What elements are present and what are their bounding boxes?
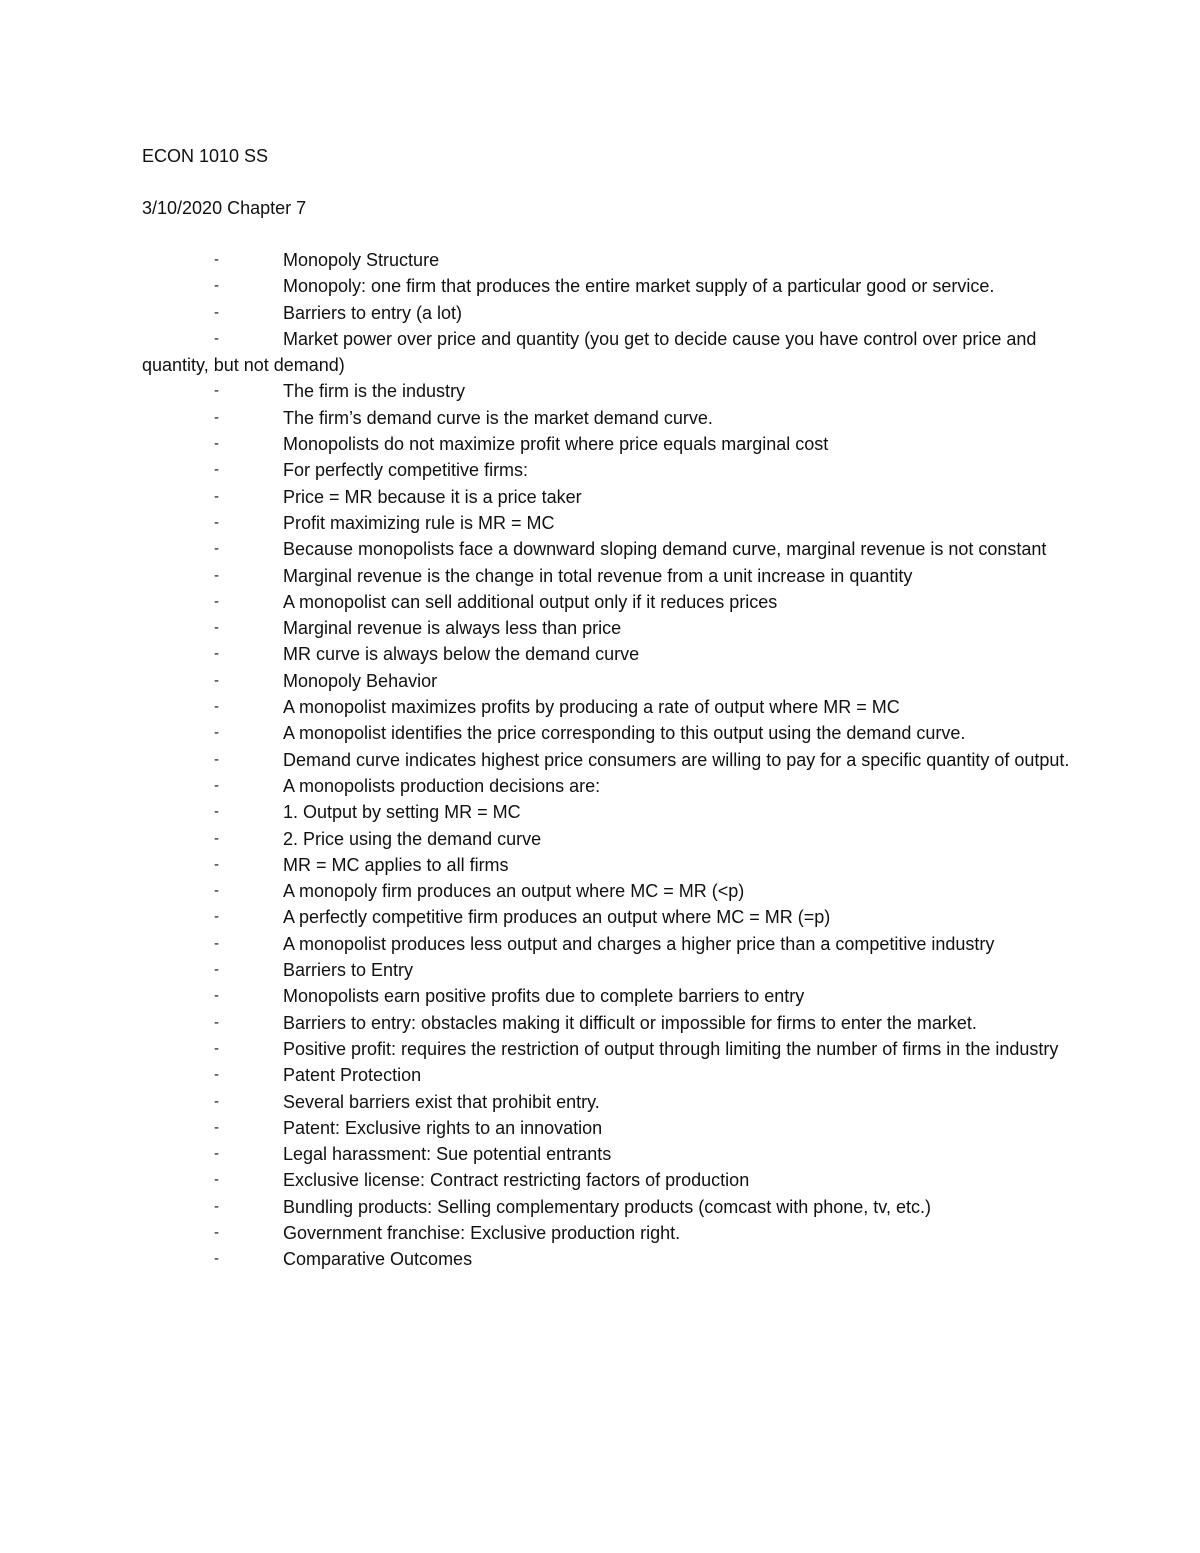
bullet-dash-icon: - [214, 540, 219, 558]
list-item-text: The firm is the industry [283, 381, 466, 402]
document-body [142, 143, 1072, 1273]
bullet-dash-icon: - [214, 829, 219, 847]
list-item-text: For perfectly competitive firms: [283, 460, 529, 481]
list-item-text: 2. Price using the demand curve [283, 828, 542, 849]
bullet-dash-icon: - [214, 724, 219, 742]
list-item-text: Monopoly Structure [283, 250, 440, 270]
list-item [142, 378, 1072, 404]
list-item [142, 536, 1072, 562]
list-item [142, 773, 1072, 799]
list-item-text: Price = MR because it is a price taker [283, 486, 582, 507]
list-item [142, 694, 1072, 720]
bullet-dash-icon: - [214, 303, 219, 321]
date-chapter-heading: 3/10/2020 Chapter 7 [142, 198, 307, 218]
list-item-text: Monopoly Behavior [283, 670, 438, 691]
list-item [142, 826, 1072, 852]
bullet-dash-icon: - [214, 382, 219, 400]
list-item [142, 510, 1072, 536]
list-item [142, 720, 1072, 746]
list-item-text: Demand curve indicates highest price consumers are willing to pay for a specific quantity of output. [283, 749, 1070, 770]
list-item-text: The firm’s demand curve is the market demand curve. [283, 407, 713, 428]
bullet-dash-icon: - [214, 1013, 219, 1031]
bullet-dash-icon: - [214, 1145, 219, 1163]
list-item-text: Patent: Exclusive rights to an innovation [283, 1117, 603, 1138]
bullet-dash-icon: - [214, 855, 219, 873]
bullet-dash-icon: - [214, 251, 219, 268]
list-item [142, 799, 1072, 825]
list-item-text: Market power over price and quantity (you get to decide cause you have control over price and quantity, but not demand) [142, 328, 1037, 376]
list-item [142, 852, 1072, 878]
list-item [142, 878, 1072, 904]
list-item [142, 747, 1072, 773]
list-item-text: Marginal revenue is the change in total revenue from a unit increase in quantity [283, 565, 913, 586]
bullet-dash-icon: - [214, 1039, 219, 1057]
bullet-dash-icon: - [214, 592, 219, 610]
bullet-dash-icon: - [214, 329, 219, 347]
list-item-text: Patent Protection [283, 1065, 422, 1086]
list-item-text: Exclusive license: Contract restricting factors of production [283, 1170, 750, 1191]
list-item [142, 563, 1072, 589]
list-item [142, 615, 1072, 641]
bullet-dash-icon: - [214, 1118, 219, 1136]
list-item-text: MR curve is always below the demand curve [283, 644, 640, 665]
bullet-dash-icon: - [214, 645, 219, 663]
list-item-text: Government franchise: Exclusive production right. [283, 1222, 681, 1243]
list-item [142, 457, 1072, 483]
bullet-dash-icon: - [214, 987, 219, 1005]
list-item-text: Profit maximizing rule is MR = MC [283, 512, 555, 533]
list-item [142, 589, 1072, 615]
bullet-dash-icon: - [214, 435, 219, 453]
bullet-dash-icon: - [214, 408, 219, 426]
list-item-text: Positive profit: requires the restriction of output through limiting the number of firms in the industry [283, 1038, 1059, 1059]
list-item-text: Comparative Outcomes [283, 1249, 473, 1270]
bullet-dash-icon: - [214, 513, 219, 531]
list-item-text: Marginal revenue is always less than price [283, 618, 622, 639]
list-item [142, 904, 1072, 930]
bullet-dash-icon: - [214, 566, 219, 584]
bullet-dash-icon: - [214, 619, 219, 637]
list-item [142, 484, 1072, 510]
list-item [142, 326, 1072, 379]
list-item-text: Barriers to entry: obstacles making it difficult or impossible for firms to enter the market. [283, 1012, 977, 1033]
list-item [142, 1167, 1072, 1193]
list-item-text: Because monopolists face a downward sloping demand curve, marginal revenue is not constant [283, 539, 1047, 560]
bullet-dash-icon: - [214, 908, 219, 926]
list-item [142, 641, 1072, 667]
list-item-text: 1. Output by setting MR = MC [283, 802, 521, 823]
list-item-text: A monopolist identifies the price corresponding to this output using the demand curve. [283, 723, 966, 744]
list-item-text: A monopoly firm produces an output where MC = MR (<p) [283, 881, 745, 902]
bullet-dash-icon: - [214, 750, 219, 768]
list-item-text: Several barriers exist that prohibit entry. [283, 1091, 600, 1112]
list-item [142, 1141, 1072, 1167]
list-item-text: A monopolists production decisions are: [283, 775, 601, 796]
bullet-dash-icon: - [214, 934, 219, 952]
list-item [142, 957, 1072, 983]
bullet-dash-icon: - [214, 277, 219, 295]
list-item [142, 1115, 1072, 1141]
bullet-dash-icon: - [214, 882, 219, 900]
list-item [142, 247, 1072, 273]
list-item-text: Barriers to Entry [283, 960, 414, 981]
list-item-text: A monopolist can sell additional output only if it reduces prices [283, 591, 778, 612]
list-item-text: MR = MC applies to all firms [283, 854, 509, 875]
list-item-text: Monopolists earn positive profits due to complete barriers to entry [283, 986, 805, 1007]
bullet-dash-icon: - [214, 1171, 219, 1189]
list-item [142, 1010, 1072, 1036]
bullet-dash-icon: - [214, 1092, 219, 1110]
list-item [142, 1194, 1072, 1220]
bullet-dash-icon: - [214, 1250, 219, 1268]
bullet-dash-icon: - [214, 1223, 219, 1241]
list-item-text: Monopoly: one firm that produces the entire market supply of a particular good or service. [283, 276, 995, 297]
list-item [142, 668, 1072, 694]
list-item-text: A monopolist maximizes profits by producing a rate of output where MR = MC [283, 697, 900, 718]
list-item-text: Monopolists do not maximize profit where price equals marginal cost [283, 434, 829, 455]
bullet-dash-icon: - [214, 487, 219, 505]
bullet-dash-icon: - [214, 671, 219, 689]
list-item [142, 1036, 1072, 1062]
list-item [142, 300, 1072, 326]
list-item-text: A monopolist produces less output and charges a higher price than a competitive industry [283, 933, 995, 954]
bullet-dash-icon: - [214, 698, 219, 716]
list-item [142, 405, 1072, 431]
list-item [142, 431, 1072, 457]
list-item-text: Bundling products: Selling complementary products (comcast with phone, tv, etc.) [283, 1196, 931, 1217]
course-title: ECON 1010 SS [142, 146, 269, 166]
bullet-dash-icon: - [214, 776, 219, 794]
list-item [142, 983, 1072, 1009]
list-item-text: Legal harassment: Sue potential entrants [283, 1144, 612, 1165]
notes-bullet-list [142, 247, 1072, 1273]
list-item [142, 1246, 1072, 1272]
list-item [142, 273, 1072, 299]
list-item [142, 1062, 1072, 1088]
bullet-dash-icon: - [214, 461, 219, 479]
bullet-dash-icon: - [214, 1066, 219, 1084]
bullet-dash-icon: - [214, 1197, 219, 1215]
list-item [142, 1220, 1072, 1246]
list-item [142, 1089, 1072, 1115]
list-item-text: Barriers to entry (a lot) [283, 302, 463, 323]
bullet-dash-icon: - [214, 803, 219, 821]
list-item-text: A perfectly competitive firm produces an output where MC = MR (=p) [283, 907, 831, 928]
bullet-dash-icon: - [214, 961, 219, 979]
list-item [142, 931, 1072, 957]
